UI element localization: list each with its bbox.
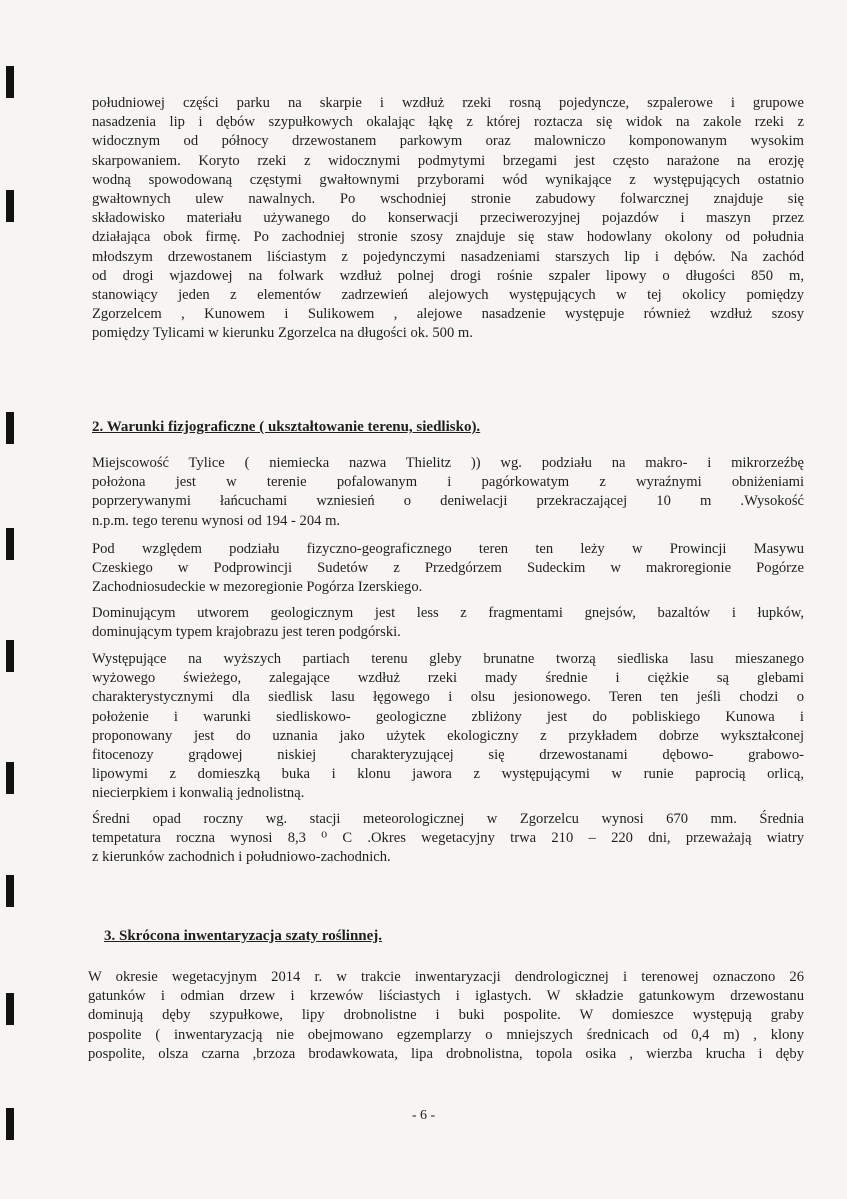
scan-mark [6, 528, 14, 560]
text-line: składowisko materiału używanego do konserwacji przeciwerozyjnej pojazdów i maszyn przez [92, 210, 804, 227]
scan-mark [6, 190, 14, 222]
text-line: proponowany jest do uznania jako użytek ekologiczny z przykładem dobrze wykształconej [92, 727, 804, 744]
text-line: Dominującym utworem geologicznym jest less z fragmentami gnejsów, bazaltów i łupków, [92, 605, 804, 621]
text-line: z kierunków zachodnich i południowo-zachodnich. [92, 849, 391, 866]
text-line: skarpowaniem. Koryto rzeki z widocznymi podmytymi brzegami jest często narażone na erozję [92, 152, 804, 169]
text-line: Występujące na wyższych partiach terenu gleby brunatne tworzą siedliska lasu mieszanego [92, 651, 804, 667]
text-line: pospolite ( inwentaryzacją nie obejmowano egzemplarzy o mniejszych średnicach od 0,4 m) , klony [88, 1026, 804, 1043]
section-heading-physiography: 2. Warunki fizjograficzne ( ukształtowanie terenu, siedlisko). [92, 419, 481, 435]
text-line: Średni opad roczny wg. stacji meteorologicznej w Zgorzelcu wynosi 670 mm. Średnia [92, 811, 804, 827]
text-line: nasadzenia lip i dębów szypułkowych okalając łąkę z której roztacza się widok na zakole rzeki z [92, 114, 804, 131]
paragraph-geographic-division [92, 540, 804, 598]
scan-mark [6, 875, 14, 907]
text-line: Zgorzelcem , Kunowem i Sulikowem , alejowe nasadzenie występuje również wzdłuż szosy [92, 306, 804, 323]
text-line: gatunków i odmian drzew i krzewów liściastych i iglastych. W składzie gatunkowym drzewostanu [88, 988, 804, 1005]
text-line: pospolite, olsza czarna ,brzoza brodawkowata, lipa drobnolistna, topola osika , wierzba krucha i dęby [88, 1045, 804, 1062]
section-heading-vegetation: 3. Skrócona inwentaryzacja szaty roślinnej. [104, 928, 383, 944]
paragraph-location [92, 454, 804, 531]
text-line: lipowymi z domieszką buka i klonu jawora z występującymi w runie paprocią orlicą, [92, 766, 804, 783]
text-line: wodną spowodowaną częstymi gwałtownymi przyborami wód wynikające z występujących ostatnio [92, 171, 804, 188]
text-line: Pod względem podziału fizyczno-geograficznego teren ten leży w Prowincji Masywu [92, 541, 804, 557]
text-line: gwałtownych ulew nawalnych. Po wschodniej stronie zabudowy folwarcznej znajduje się [92, 191, 804, 208]
text-line: działająca obok firmę. Po zachodniej stronie szosy znajduje się staw hodowlany okolony od południa [92, 229, 804, 246]
text-line: młodszym drzewostanem liściastym z pojedynczymi nasadzeniami starszych lip i dębów. Na zachód [92, 248, 804, 265]
text-line: wyżowego świeżego, zalegające wzdłuż rzeki mady średnie i ciężkie są glebami [92, 670, 804, 687]
paragraph-soils [92, 650, 804, 804]
text-line: Czeskiego w Podprowincji Sudetów z Przedgórzem Sudeckim w makroregionie Pogórze [92, 560, 804, 577]
scan-mark [6, 640, 14, 672]
scan-mark [6, 66, 14, 98]
text-line: widocznym od północy drzewostanem parkowym oraz malowniczo komponowanym wysokim [92, 133, 804, 150]
text-line: Miejscowość Tylice ( niemiecka nazwa Thielitz )) wg. podziału na makro- i mikrorzeźbę [92, 455, 804, 471]
text-line: dominującym typem krajobrazu jest teren podgórski. [92, 624, 401, 641]
text-line: tempetatura roczna wynosi 8,3 ⁰ C .Okres wegetacyjny trwa 210 – 220 dni, przeważają wiatry [92, 830, 804, 847]
paragraph-geology [92, 604, 804, 642]
text-line: od drogi wjazdowej na folwark wzdłuż polnej drogi rośnie szpaler lipowy o długości 850 m, [92, 267, 804, 284]
text-line: stanowiący jeden z elementów zadrzewień alejowych występujących w tej okolicy pomiędzy [92, 287, 804, 304]
text-line: fitocenozy grądowej niskiej charakteryzującej się drzewostanami dębowo- grabowo- [92, 747, 804, 764]
paragraph-inventory [88, 968, 804, 1064]
page-number: - 6 - [411, 1108, 436, 1123]
paragraph-park-description [92, 94, 804, 344]
text-line: Zachodniosudeckie w mezoregionie Pogórza Izerskiego. [92, 579, 423, 596]
text-line: poprzerywanymi łańcuchami wzniesień o deniwelacji przekraczającej 10 m .Wysokość [92, 493, 804, 510]
scan-mark [6, 412, 14, 444]
paragraph-climate [92, 810, 804, 868]
scan-mark [6, 993, 14, 1025]
text-line: pomiędzy Tylicami w kierunku Zgorzelca na długości ok. 500 m. [92, 325, 473, 342]
text-line: położona jest w terenie pofalowanym i pagórkowatym z wyraźnymi obniżeniami [92, 474, 804, 491]
text-line: niecierpkiem i konwalią jednolistną. [92, 785, 305, 802]
scan-mark [6, 762, 14, 794]
text-line: W okresie wegetacyjnym 2014 r. w trakcie inwentaryzacji dendrologicznej i terenowej oznaczono 26 [88, 969, 804, 985]
text-line: dominują dęby szypułkowe, lipy drobnolistne i buki pospolite. W domieszce występują graby [88, 1007, 804, 1024]
text-line: położenie i warunki siedliskowo- geologiczne zbliżony jest do pobliskiego Kunowa i [92, 708, 804, 725]
text-line: charakterystycznymi dla siedlisk lasu łęgowego i olsu jesionowego. Teren ten jeśli chodzi o [92, 689, 804, 706]
text-line: n.p.m. tego terenu wynosi od 194 - 204 m. [92, 512, 341, 529]
text-line: południowej części parku na skarpie i wzdłuż rzeki rosną pojedyncze, szpalerowe i grupowe [92, 95, 804, 111]
